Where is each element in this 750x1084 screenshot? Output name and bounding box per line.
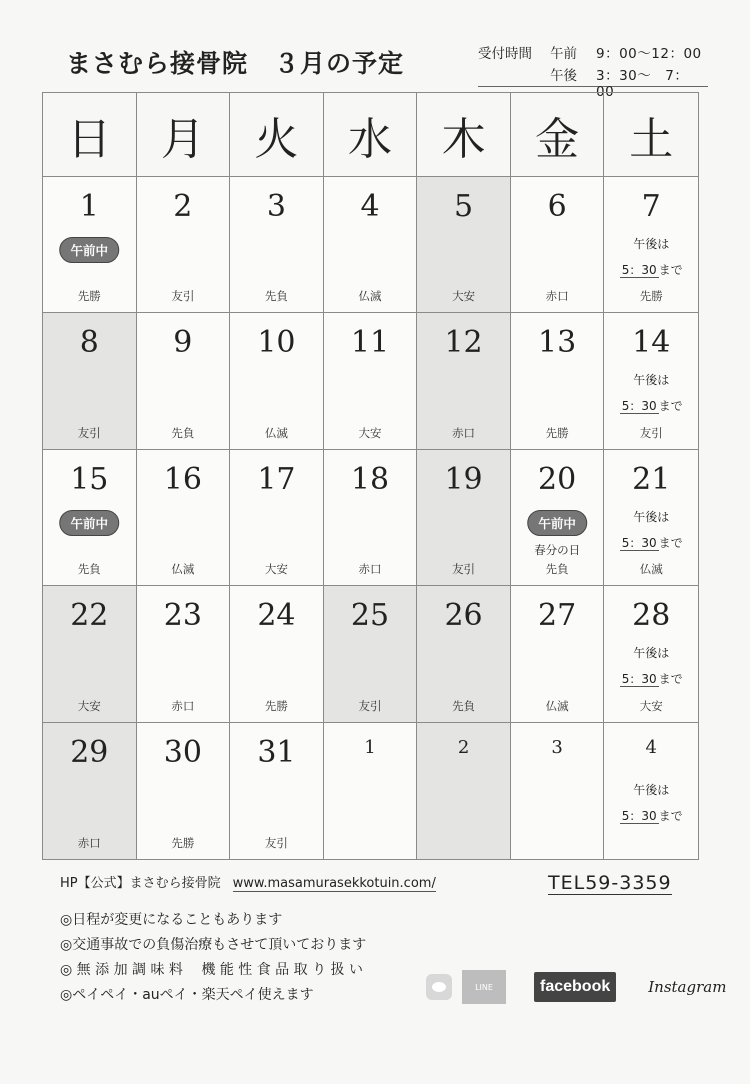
day-cell	[230, 586, 324, 722]
homepage-url[interactable]: www.masamurasekkotuin.com/	[232, 876, 436, 891]
weekday-header: 土	[604, 93, 698, 177]
notes	[60, 908, 366, 1008]
rokuyo-label: 先負	[77, 562, 101, 577]
day-number: 10	[257, 325, 296, 361]
day-cell	[511, 586, 605, 722]
day-cell	[417, 313, 511, 449]
weekday-header: 金	[511, 93, 605, 177]
day-cell	[511, 177, 605, 313]
afternoon-hours-note	[604, 367, 698, 419]
rokuyo-label: 先勝	[264, 698, 288, 713]
calendar-grid	[43, 93, 698, 859]
day-number: 2	[173, 189, 193, 224]
rokuyo-label: 赤口	[452, 425, 476, 440]
pm-note-line1: 午後は	[633, 646, 670, 661]
day-number: 20	[538, 461, 577, 497]
note-item: ◎ペイペイ・auペイ・楽天ペイ使えます	[60, 987, 314, 1003]
footer	[60, 872, 727, 1003]
weekday-header: 水	[324, 93, 418, 177]
day-number: 13	[538, 325, 577, 361]
pm-close-time: 5：30	[621, 808, 657, 823]
day-cell	[324, 450, 418, 586]
day-number: 4	[645, 736, 657, 758]
day-cell	[604, 450, 698, 586]
day-number: 27	[538, 598, 577, 634]
morning-only-badge: 午前中	[60, 510, 120, 536]
hours-label: 受付時間	[478, 46, 532, 62]
page-title: まさむら接骨院 ３月の予定	[66, 49, 405, 78]
day-cell	[511, 313, 605, 449]
holiday-label: 春分の日	[534, 542, 581, 557]
day-cell	[324, 586, 418, 722]
day-number: 14	[632, 325, 671, 361]
line-qr-icon[interactable]: LINE	[462, 970, 506, 1004]
day-number: 17	[257, 461, 296, 497]
rokuyo-label: 赤口	[545, 289, 569, 304]
rokuyo-label: 仏滅	[639, 562, 663, 577]
pm-note-until: まで	[658, 535, 683, 550]
day-cell	[137, 723, 231, 859]
day-number: 7	[641, 189, 661, 224]
day-cell	[230, 177, 324, 313]
day-cell	[137, 450, 231, 586]
line-icon[interactable]	[426, 974, 452, 1000]
day-cell	[604, 177, 698, 313]
rokuyo-label: 友引	[264, 835, 288, 850]
day-number: 26	[444, 598, 483, 634]
afternoon-hours-note	[604, 640, 698, 692]
morning-only-badge: 午前中	[527, 510, 587, 536]
day-number: 1	[79, 189, 99, 224]
day-cell	[43, 177, 137, 313]
am-time: 9：00～12：00	[596, 46, 702, 62]
homepage-label: HP【公式】まさむら接骨院	[60, 876, 221, 891]
rokuyo-label: 先勝	[77, 289, 101, 304]
pm-note-until: まで	[658, 263, 683, 277]
day-cell	[511, 450, 605, 586]
rokuyo-label: 仏滅	[545, 698, 569, 713]
rokuyo-label: 先勝	[639, 289, 663, 304]
am-label: 午前	[550, 46, 577, 62]
header	[0, 0, 750, 100]
pm-label: 午後	[550, 68, 577, 84]
pm-note-line1: 午後は	[633, 237, 670, 251]
day-number: 6	[547, 189, 567, 224]
rokuyo-label: 大安	[639, 698, 663, 713]
pm-note-line1: 午後は	[633, 509, 670, 524]
pm-time: 3：30～ 7：00	[596, 68, 689, 100]
afternoon-hours-note	[604, 504, 698, 556]
weekday-header: 月	[137, 93, 231, 177]
rokuyo-label: 友引	[358, 698, 382, 713]
day-number: 28	[632, 598, 671, 634]
day-number: 29	[70, 734, 109, 770]
day-cell	[417, 586, 511, 722]
day-number: 21	[632, 461, 671, 497]
day-number: 11	[350, 325, 390, 361]
rokuyo-label: 仏滅	[358, 289, 382, 304]
afternoon-hours-note	[604, 777, 698, 829]
day-number: 19	[444, 461, 483, 497]
day-number: 3	[551, 736, 563, 758]
rokuyo-label: 大安	[77, 698, 101, 713]
day-cell	[417, 177, 511, 313]
pm-note-line2	[604, 393, 698, 419]
day-cell	[511, 723, 605, 859]
afternoon-hours-note	[604, 231, 698, 283]
note-item: ◎日程が変更になることもあります	[60, 912, 283, 928]
day-number: 16	[163, 461, 202, 497]
day-number: 4	[360, 189, 380, 224]
day-number: 3	[266, 189, 286, 224]
rokuyo-label: 先勝	[545, 425, 569, 440]
day-cell	[230, 723, 324, 859]
rokuyo-label: 大安	[358, 425, 382, 440]
rokuyo-label: 仏滅	[264, 425, 288, 440]
rokuyo-label: 友引	[77, 425, 101, 440]
day-number: 15	[70, 461, 109, 497]
day-cell	[604, 313, 698, 449]
rokuyo-label: 先負	[545, 562, 569, 577]
pm-close-time: 5：30	[621, 263, 657, 277]
pm-note-line2	[604, 257, 698, 283]
rokuyo-label: 先勝	[171, 835, 195, 850]
day-number: 9	[173, 325, 193, 361]
day-number: 24	[257, 598, 296, 634]
rokuyo-label: 友引	[639, 425, 663, 440]
pm-close-time: 5：30	[621, 535, 657, 550]
day-cell	[137, 586, 231, 722]
rokuyo-label: 先負	[171, 425, 195, 440]
pm-note-line2	[604, 803, 698, 829]
weekday-header: 木	[417, 93, 511, 177]
day-cell	[43, 313, 137, 449]
note-item: ◎交通事故での負傷治療もさせて頂いております	[60, 937, 367, 953]
calendar	[42, 92, 699, 860]
day-cell	[324, 177, 418, 313]
day-number: 25	[350, 598, 390, 634]
note-item: ◎ 無 添 加 調 味 料 機 能 性 食 品 取 り 扱 い	[60, 962, 363, 978]
day-number: 12	[444, 325, 483, 361]
rokuyo-label: 赤口	[171, 698, 195, 713]
day-number: 5	[454, 189, 474, 224]
day-cell	[137, 313, 231, 449]
day-cell	[43, 450, 137, 586]
sns-links	[426, 970, 726, 1004]
weekday-header: 日	[43, 93, 137, 177]
day-number: 2	[457, 736, 470, 758]
pm-note-line2	[604, 666, 698, 692]
day-number: 31	[257, 734, 296, 770]
morning-only-badge: 午前中	[60, 237, 120, 263]
rokuyo-label: 仏滅	[171, 562, 195, 577]
day-cell	[417, 723, 511, 859]
rokuyo-label: 大安	[452, 289, 476, 304]
telephone: TEL59-3359	[548, 872, 672, 894]
reception-hours	[478, 42, 708, 100]
day-cell	[324, 723, 418, 859]
day-cell	[43, 586, 137, 722]
day-number: 23	[163, 598, 202, 634]
day-number: 22	[70, 598, 109, 634]
pm-note-until: まで	[658, 808, 683, 823]
day-cell	[604, 586, 698, 722]
instagram-logo[interactable]: Instagram	[648, 978, 727, 996]
day-number: 18	[350, 461, 390, 497]
day-cell	[230, 450, 324, 586]
rokuyo-label: 先負	[452, 698, 476, 713]
rokuyo-label: 赤口	[358, 562, 382, 577]
day-cell	[137, 177, 231, 313]
rokuyo-label: 先負	[264, 289, 288, 304]
pm-note-until: まで	[658, 399, 683, 414]
day-cell	[43, 723, 137, 859]
pm-note-line1: 午後は	[633, 782, 670, 797]
day-number: 8	[79, 325, 99, 361]
rokuyo-label: 友引	[452, 562, 476, 577]
pm-close-time: 5：30	[621, 399, 657, 414]
day-number: 1	[364, 736, 376, 758]
pm-close-time: 5：30	[621, 672, 657, 687]
day-number: 30	[163, 734, 202, 770]
weekday-header: 火	[230, 93, 324, 177]
pm-note-until: まで	[658, 672, 683, 687]
facebook-logo[interactable]: facebook	[534, 972, 616, 1002]
day-cell	[230, 313, 324, 449]
pm-note-line1: 午後は	[633, 373, 670, 388]
day-cell	[324, 313, 418, 449]
day-cell	[417, 450, 511, 586]
rokuyo-label: 大安	[264, 562, 288, 577]
rokuyo-label: 友引	[171, 289, 195, 304]
pm-note-line2	[604, 530, 698, 556]
day-cell	[604, 723, 698, 859]
rokuyo-label: 赤口	[77, 835, 101, 850]
